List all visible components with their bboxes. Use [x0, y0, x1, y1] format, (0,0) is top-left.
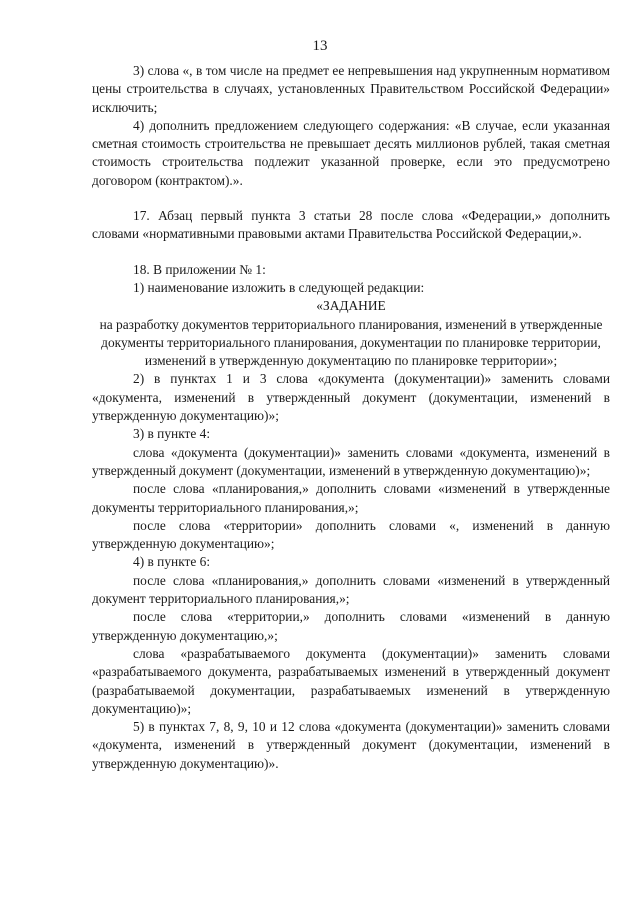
- paragraph-point-17: 17. Абзац первый пункта 3 статьи 28 после слова «Федерации,» дополнить словами «нормативными правовыми актами Правительства Российской Федерации,».: [92, 208, 610, 242]
- paragraph-18-item-3-sub-1: слова «документа (документации)» заменить словами «документа, изменений в утвержденный документ (документации, изменений в утвержденную документацию)»;: [92, 444, 610, 478]
- paragraph-point-18: 18. В приложении № 1:: [133, 261, 266, 277]
- heading-zadanie-subtitle: на разработку документов территориального планирования, изменений в утвержденные документы территориального планирования, документации по планировке территории, изменений в утвержденную документацию по планировке территории»;: [99, 316, 603, 369]
- paragraph-18-item-3: 3) в пункте 4:: [133, 426, 211, 442]
- paragraph-18-item-5: 5) в пунктах 7, 8, 9, 10 и 12 слова «документа (документации)» заменить словами «документа, изменений в утвержденный документ (документации, изменений в утвержденную документацию)».: [92, 719, 610, 771]
- paragraph-item-4: 4) дополнить предложением следующего содержания: «В случае, если указанная сметная стоимость строительства не превышает десять миллионов рублей, такая сметная стоимость строительства подлежит указанной проверке, если это предусмотрено договором (контрактом).».: [92, 117, 610, 188]
- document-body: [92, 62, 610, 773]
- paragraph-18-item-4-sub-2: после слова «территории,» дополнить словами «изменений в данную утвержденную документацию,»;: [92, 609, 610, 643]
- paragraph-18-item-4-sub-3: слова «разрабатываемого документа (документации)» заменить словами «разрабатываемого документа, разрабатываемых изменений в утвержденный документ (разрабатываемой документации, разрабатываемых изменений в утвержденную документацию)»;: [92, 645, 610, 716]
- paragraph-18-item-4: 4) в пункте 6:: [133, 554, 211, 570]
- paragraph-18-item-4-sub-1: после слова «планирования,» дополнить словами «изменений в утвержденный документ территориального планирования,»;: [92, 572, 610, 607]
- paragraph-18-item-3-sub-3: после слова «территории» дополнить словами «, изменений в данную утвержденную документацию»;: [92, 517, 610, 552]
- paragraph-spacer: [92, 244, 610, 261]
- paragraph-item-3: 3) слова «, в том числе на предмет ее непревышения над укрупненным нормативом цены строительства в случаях, установленных Правительством Российской Федерации» исключить;: [92, 63, 610, 115]
- paragraph-spacer: [92, 190, 610, 207]
- paragraph-18-item-2: 2) в пунктах 1 и 3 слова «документа (документации)» заменить словами «документа, изменений в утвержденный документ (документации, изменений в утвержденную документацию)»;: [92, 371, 610, 424]
- page-number: 13: [312, 38, 328, 54]
- paragraph-18-item-3-sub-2: после слова «планирования,» дополнить словами «изменений в утвержденные документы территориального планирования,»;: [92, 481, 610, 515]
- heading-zadanie: «ЗАДАНИЕ: [316, 298, 386, 314]
- paragraph-18-item-1: 1) наименование изложить в следующей редакции:: [133, 279, 425, 295]
